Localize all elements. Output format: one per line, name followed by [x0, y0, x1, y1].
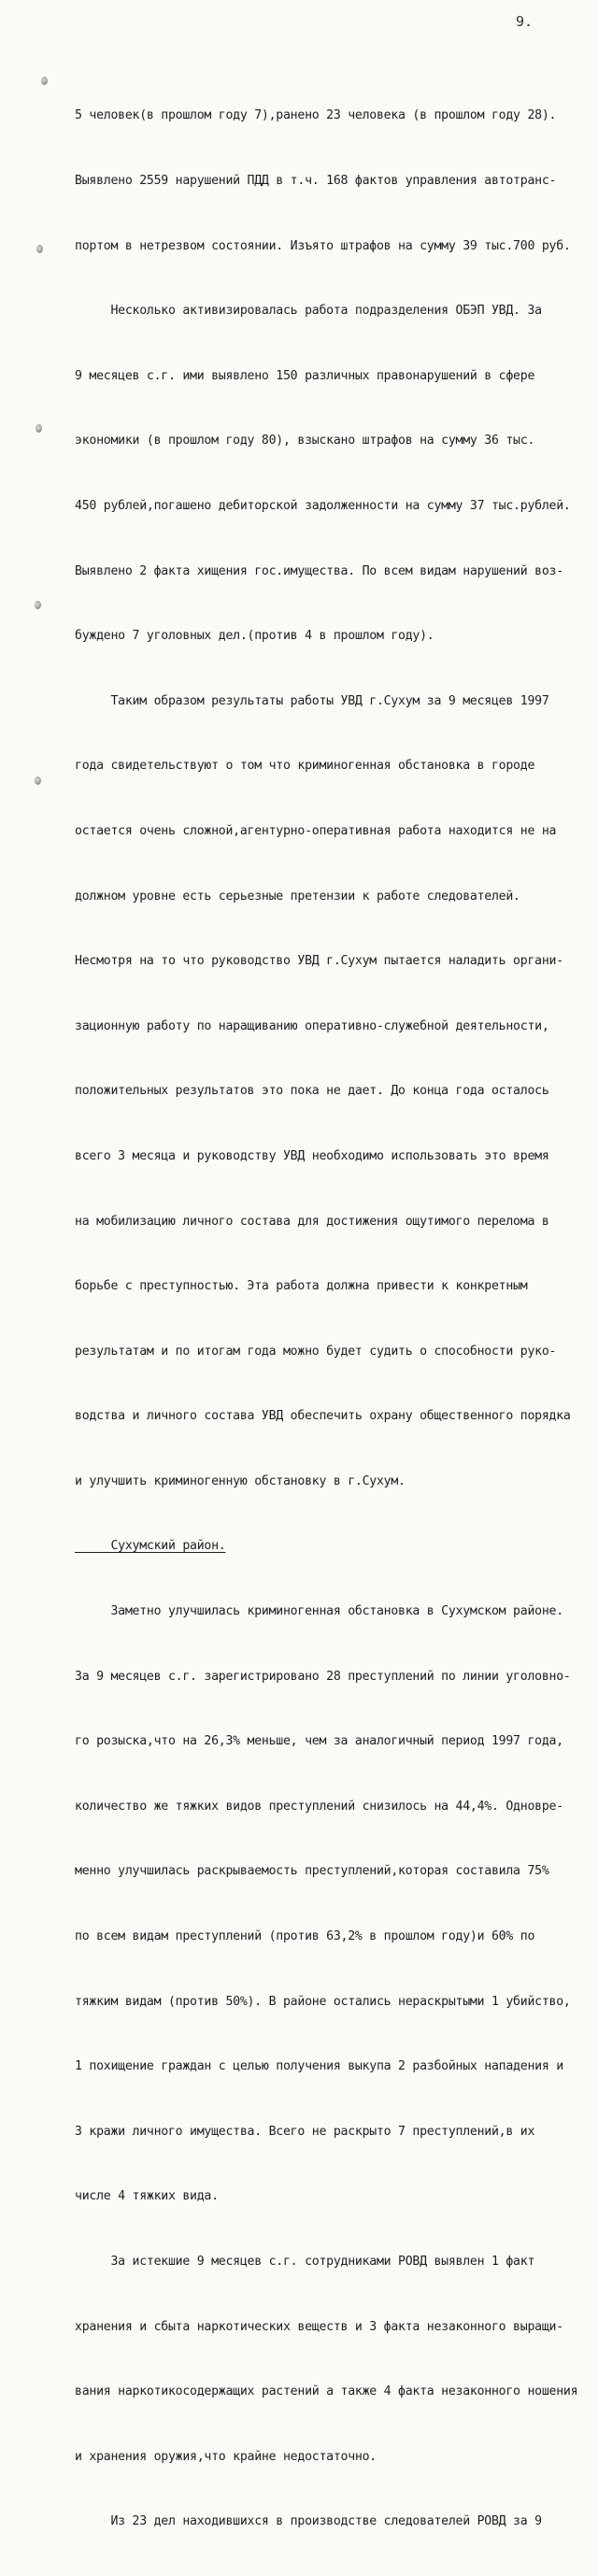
text-line: борьбе с преступностью. Эта работа должна привести к конкретным: [75, 1279, 528, 1294]
text-line: и хранения оружия,что крайне недостаточно.: [75, 2449, 377, 2464]
text-line: хранения и сбыта наркотических веществ и 3 факта незаконного выращи-: [75, 2319, 563, 2334]
text-line: числе 4 тяжких вида.: [75, 2189, 219, 2204]
text-line: остается очень сложной,агентурно-оперативная работа находится не на: [75, 823, 557, 838]
text-line: года свидетельствуют о том что криминогенная обстановка в городе: [75, 759, 535, 774]
text-line: 1 похищение граждан с целью получения выкупа 2 разбойных нападения и: [75, 2059, 563, 2074]
body-text: [75, 62, 593, 2576]
text-line: Из 23 дел находившихся в производстве следователей РОВД за 9: [75, 2514, 542, 2529]
text-line: по всем видам преступлений (против 63,2% в прошлом году)и 60% по: [75, 1929, 535, 1944]
text-line: положительных результатов это пока не дает. До конца года осталось: [75, 1084, 549, 1099]
punch-hole-1: [41, 77, 48, 85]
text-line: Несмотря на то что руководство УВД г.Сухум пытается наладить органи-: [75, 954, 563, 969]
text-line: количество же тяжких видов преступлений снизилось на 44,4%. Одновре-: [75, 1799, 563, 1814]
text-line: тяжким видам (против 50%). В районе остались нераскрытыми 1 убийство,: [75, 1994, 571, 2009]
text-line: Выявлено 2 факта хищения гос.имущества. По всем видам нарушений воз-: [75, 563, 563, 578]
text-line: 5 человек(в прошлом году 7),ранено 23 человека (в прошлом году 28).: [75, 108, 557, 123]
punch-hole-3: [36, 424, 42, 433]
text-line: 3 кражи личного имущества. Всего не раскрыто 7 преступлений,в их: [75, 2124, 535, 2139]
page-number: 9.: [516, 13, 534, 30]
text-line: Выявлено 2559 нарушений ПДД в т.ч. 168 фактов управления автотранс-: [75, 174, 557, 188]
text-line: Заметно улучшилась криминогенная обстановка в Сухумском районе.: [75, 1604, 563, 1619]
text-line: и улучшить криминогенную обстановку в г.Сухум.: [75, 1473, 406, 1488]
text-line: За 9 месяцев с.г. зарегистрировано 28 преступлений по линии уголовно-: [75, 1669, 571, 1684]
text-line: буждено 7 уголовных дел.(против 4 в прошлом году).: [75, 629, 434, 644]
text-line: водства и личного состава УВД обеспечить охрану общественного порядка: [75, 1409, 571, 1424]
text-line: 9 месяцев с.г. ими выявлено 150 различных правонарушений в сфере: [75, 368, 535, 383]
text-line: менно улучшилась раскрываемость преступлений,которая составила 75%: [75, 1864, 549, 1879]
text-line: Несколько активизировалась работа подразделения ОБЭП УВД. За: [75, 304, 542, 319]
text-line: Таким образом результаты работы УВД г.Сухум за 9 месяцев 1997: [75, 693, 549, 708]
text-line: всего 3 месяца и руководству УВД необходимо использовать это время: [75, 1148, 549, 1163]
punch-hole-4: [35, 601, 41, 609]
text-line: зационную работу по наращиванию оперативно-служебной деятельности,: [75, 1018, 549, 1033]
text-line: го розыска,что на 26,3% меньше, чем за аналогичный период 1997 года,: [75, 1734, 563, 1749]
section-heading: Сухумский район.: [75, 1539, 226, 1554]
text-line: 450 рублей,погашено дебиторской задолженности на сумму 37 тыс.рублей.: [75, 498, 571, 513]
text-line: портом в нетрезвом состоянии. Изъято штрафов на сумму 39 тыс.700 руб.: [75, 238, 571, 253]
text-line: результатам и по итогам года можно будет судить о способности руко-: [75, 1344, 557, 1359]
text-line: За истекшие 9 месяцев с.г. сотрудниками РОВД выявлен 1 факт: [75, 2255, 535, 2269]
text-line: экономики (в прошлом году 80), взыскано штрафов на сумму 36 тыс.: [75, 434, 535, 448]
punch-hole-2: [36, 245, 43, 253]
text-line: вания наркотикосодержащих растений а также 4 факта незаконного ношения: [75, 2384, 578, 2399]
punch-hole-5: [35, 776, 41, 785]
text-line: на мобилизацию личного состава для достижения ощутимого перелома в: [75, 1214, 549, 1229]
text-line: должном уровне есть серьезные претензии к работе следователей.: [75, 889, 520, 904]
